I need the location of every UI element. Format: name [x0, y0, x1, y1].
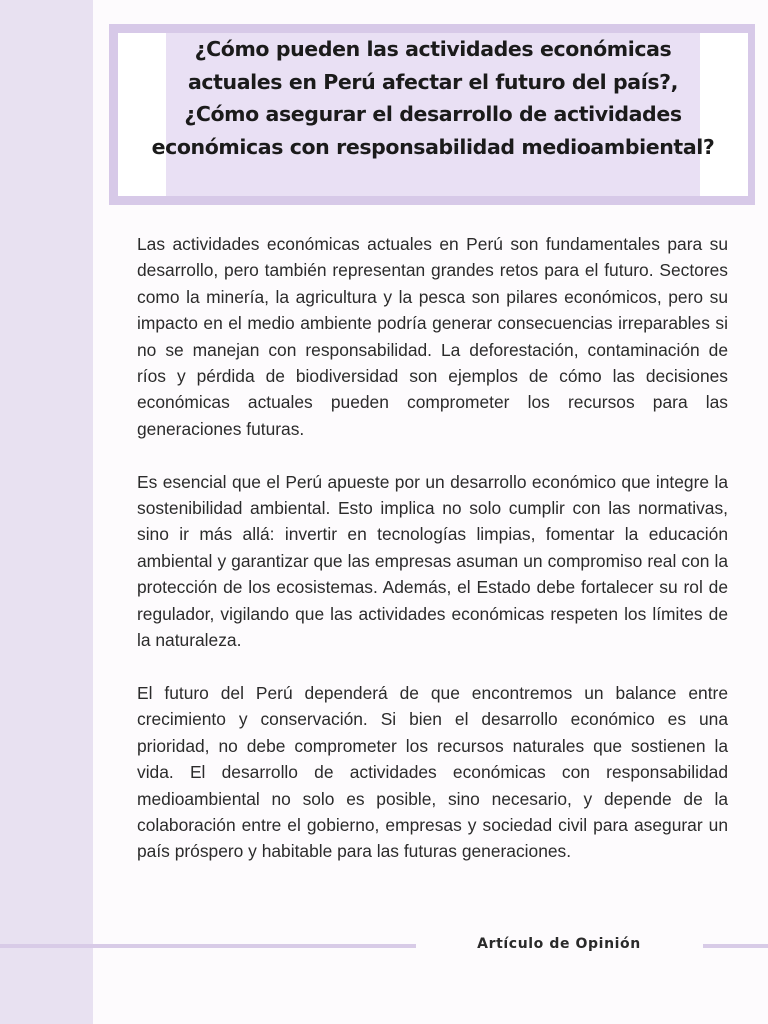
- footer-divider-right: [703, 944, 768, 948]
- footer-divider-left: [0, 944, 416, 948]
- article-body: [137, 231, 728, 891]
- article-title: ¿Cómo pueden las actividades económicas actuales en Perú afectar el futuro del país?, ¿Cómo asegurar el desarrollo de actividades económicas con responsabilidad medioambiental?: [151, 37, 715, 159]
- left-decorative-band: [0, 0, 93, 1024]
- paragraph-1: Las actividades económicas actuales en Perú son fundamentales para su desarrollo, pero también representan grandes retos para el futuro. Sectores como la minería, la agricultura y la pesca son pilares económicos, pero su impacto en el medio ambiente podría generar consecuencias irreparables si no se manejan con responsabilidad. La deforestación, contaminación de ríos y pérdida de biodiversidad son ejemplos de cómo las decisiones económicas actuales pueden comprometer los recursos para las generaciones futuras.: [137, 234, 728, 439]
- paragraph-2: Es esencial que el Perú apueste por un desarrollo económico que integre la sostenibilidad ambiental. Esto implica no solo cumplir con las normativas, sino ir más allá: invertir en tecnologías limpias, fomentar la educación ambiental y garantizar que las empresas asuman un compromiso real con la protección de los ecosistemas. Además, el Estado debe fortalecer su rol de regulador, vigilando que las actividades económicas respeten los límites de la naturaleza.: [137, 471, 728, 651]
- paragraph-3: El futuro del Perú dependerá de que encontremos un balance entre crecimiento y conservación. Si bien el desarrollo económico es una prioridad, no debe comprometer los recursos naturales que sostienen la vida. El desarrollo de actividades económicas con responsabilidad medioambiental no solo es posible, sino necesario, y depende de la colaboración entre el gobierno, empresas y sociedad civil para asegurar un país próspero y habitable para las futuras generaciones.: [137, 682, 728, 862]
- footer-label: Artículo de Opinión: [477, 936, 641, 952]
